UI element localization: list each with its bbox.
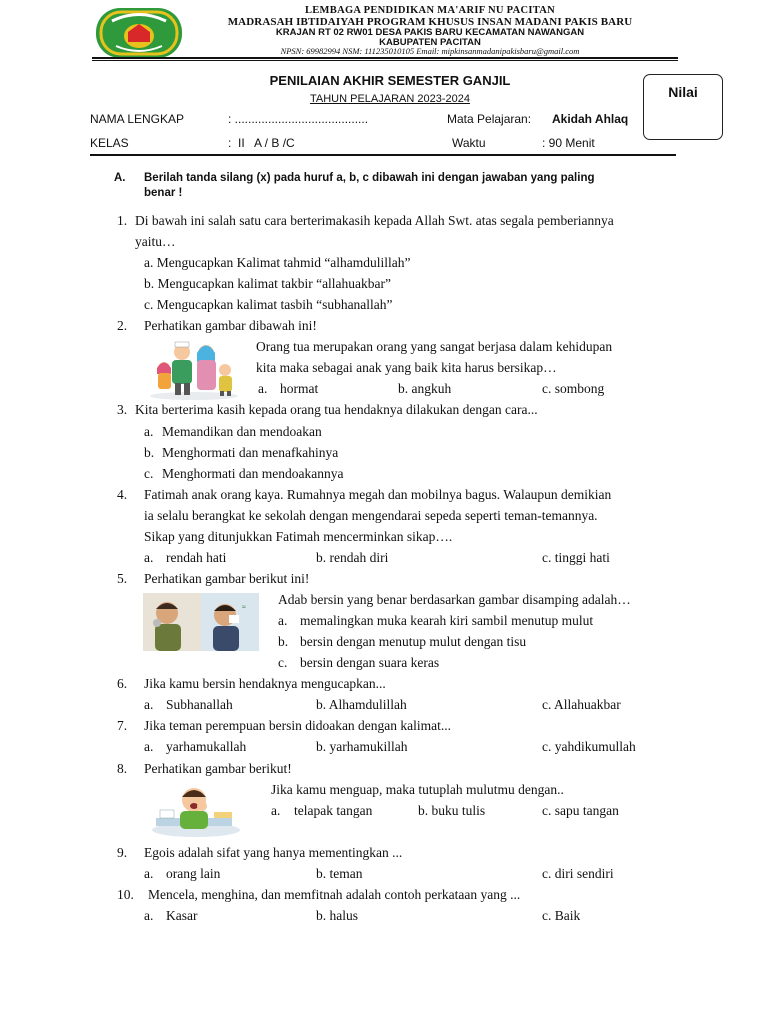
subject-value: Akidah Ahlaq [552,112,629,126]
name-field[interactable]: : ........................................ [228,112,369,126]
question-text: Fatimah anak orang kaya. Rumahnya megah dan mobilnya bagus. Walaupun demikian [144,487,612,502]
question-text: Mencela, menghina, dan memfitnah adalah contoh perkataan yang ... [148,887,521,902]
option-b[interactable]: b. Mengucapkan kalimat takbir “allahuakbar” [144,276,392,291]
yawning-boy-illustration [150,780,242,838]
option-b[interactable]: b. Alhamdulillah [316,697,407,712]
svg-text:≈: ≈ [242,604,246,611]
question-text-cont: Sikap yang ditunjukkan Fatimah mencerminkan sikap…. [144,529,453,544]
letterhead-school-name: MADRASAH IBTIDAIYAH PROGRAM KHUSUS INSAN MADANI PAKIS BARU [227,16,633,28]
option-b[interactable]: b. buku tulis [418,803,486,818]
option-b[interactable]: b. angkuh [398,381,452,396]
option-a[interactable]: orang lain [166,866,221,881]
question-number: 4. [117,487,128,502]
field-divider [90,154,676,156]
exam-title: PENILAIAN AKHIR SEMESTER GANJIL [269,73,511,88]
option-c[interactable]: c. Mengucapkan kalimat tasbih “subhanallah” [144,297,393,312]
option-a[interactable]: rendah hati [166,550,227,565]
option-c[interactable]: c. sapu tangan [542,803,619,818]
option-c[interactable]: Menghormati dan mendoakannya [162,466,344,481]
class-value: : II A / B /C [228,136,295,150]
score-box [643,74,723,140]
question-text: Jika kamu bersin hendaknya mengucapkan... [144,676,386,691]
option-c[interactable]: c. yahdikumullah [542,739,636,754]
question-text-cont: yaitu… [135,234,176,249]
question-number: 6. [117,676,128,691]
option-c[interactable]: c. diri sendiri [542,866,614,881]
option-a[interactable]: telapak tangan [294,803,373,818]
option-b[interactable]: Menghormati dan menafkahinya [162,445,339,460]
section-instruction-cont: benar ! [144,187,183,199]
option-a[interactable]: Kasar [166,908,198,923]
option-a[interactable]: Subhanallah [166,697,233,712]
option-c[interactable]: c. tinggi hati [542,550,610,565]
option-a[interactable]: yarhamukallah [166,739,247,754]
option-a[interactable]: hormat [280,381,319,396]
question-text: Jika teman perempuan bersin didoakan dengan kalimat... [144,718,452,733]
option-c-letter: c. [278,655,288,670]
section-letter: A. [114,172,126,184]
option-a[interactable]: a. Mengucapkan Kalimat tahmid “alhamdulillah” [144,255,411,270]
name-label: NAMA LENGKAP [90,112,185,126]
option-c-letter: c. [144,466,154,481]
school-logo [94,6,184,60]
question-number: 9. [117,845,128,860]
letterhead-foundation: LEMBAGA PENDIDIKAN MA'ARIF NU PACITAN [304,5,556,16]
option-b[interactable]: bersin dengan menutup mulut dengan tisu [300,634,527,649]
question-text-cont: ia selalu berangkat ke sekolah dengan mengendarai sepeda seperti teman-temannya. [144,508,598,523]
option-b[interactable]: b. rendah diri [316,550,389,565]
option-c[interactable]: c. Allahuakbar [542,697,621,712]
option-b[interactable]: b. yarhamukillah [316,739,408,754]
option-b[interactable]: b. teman [316,866,363,881]
option-a-letter: a. [144,739,154,754]
option-a[interactable]: Memandikan dan mendoakan [162,424,322,439]
option-a-letter: a. [258,381,268,396]
exam-year: TAHUN PELAJARAN 2023-2024 [310,93,470,105]
question-number: 8. [117,761,128,776]
letterhead-contact: NPSN: 69982994 NSM: 111235010105 Email: mipkinsanmadanipakisbaru@gmail.com [280,46,580,56]
question-text: Perhatikan gambar berikut ini! [144,571,310,586]
letterhead-address: KRAJAN RT 02 RW01 DESA PAKIS BARU KECAMATAN NAWANGAN [275,27,585,38]
option-a-letter: a. [278,613,288,628]
section-instruction: Berilah tanda silang (x) pada huruf a, b, c dibawah ini dengan jawaban yang paling [144,172,595,184]
option-a[interactable]: memalingkan muka kearah kiri sambil menutup mulut [300,613,594,628]
letterhead-rule-thick [92,57,678,59]
option-c[interactable]: bersin dengan suara keras [300,655,440,670]
question-text-cont: Jika kamu menguap, maka tutuplah mulutmu dengan.. [271,782,564,797]
time-label: Waktu [452,136,486,150]
question-number: 10. [117,887,134,902]
option-b-letter: b. [144,445,155,460]
question-text-cont: Adab bersin yang benar berdasarkan gambar disamping adalah… [278,592,631,607]
question-text: Kita berterima kasih kepada orang tua hendaknya dilakukan dengan cara... [135,402,538,417]
option-a-letter: a. [144,550,154,565]
question-number: 2. [117,318,128,333]
family-illustration [148,338,240,400]
option-b-letter: b. [278,634,289,649]
letterhead-regency: KABUPATEN PACITAN [379,37,481,48]
question-text-cont: Orang tua merupakan orang yang sangat berjasa dalam kehidupan [256,339,613,354]
option-c[interactable]: c. Baik [542,908,581,923]
time-value: : 90 Menit [542,136,595,150]
letterhead-rule-thin [92,60,678,61]
question-text: Egois adalah sifat yang hanya mementingkan ... [144,845,403,860]
class-label: KELAS [90,136,129,150]
option-c[interactable]: c. sombong [542,381,605,396]
option-a-letter: a. [144,697,154,712]
option-a-letter: a. [144,866,154,881]
subject-label: Mata Pelajaran: [447,112,532,126]
question-text: Perhatikan gambar dibawah ini! [144,318,317,333]
question-text: Di bawah ini salah satu cara berterimakasih kepada Allah Swt. atas segala pemberiannya [135,213,614,228]
option-a-letter: a. [144,908,154,923]
option-b[interactable]: b. halus [316,908,358,923]
question-number: 3. [117,402,128,417]
option-a-letter: a. [144,424,154,439]
question-text: Perhatikan gambar berikut! [144,761,292,776]
option-a-letter: a. [271,803,281,818]
score-label: Nilai [668,84,698,100]
question-text-cont: kita maka sebagai anak yang baik kita harus bersikap… [256,360,557,375]
question-number: 7. [117,718,128,733]
question-number: 1. [117,213,128,228]
question-number: 5. [117,571,128,586]
sneezing-illustration [143,593,259,651]
